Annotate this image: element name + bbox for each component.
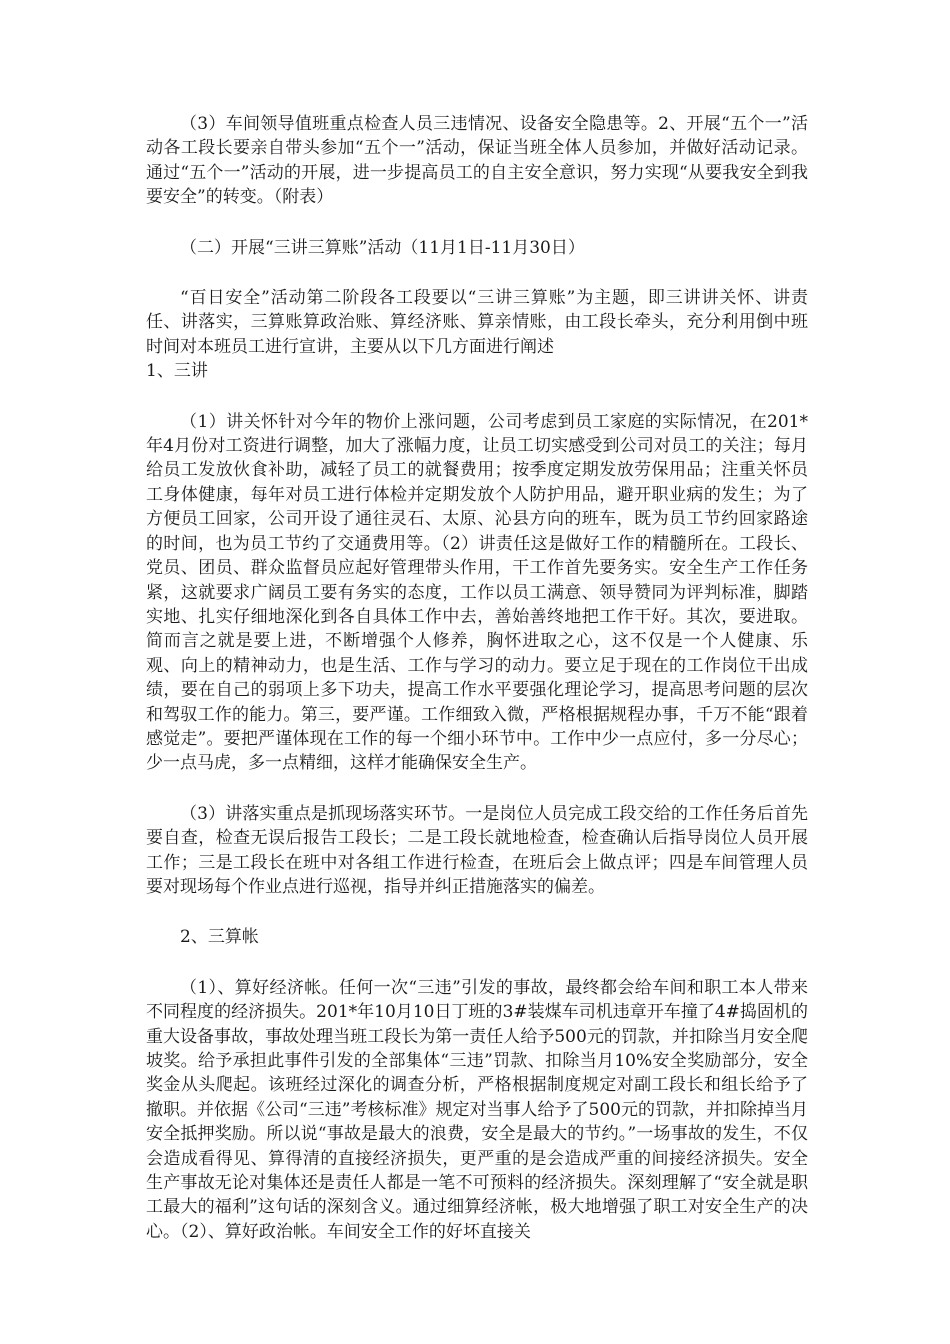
section-heading-three-talks: （二）开展“三讲三算账”活动（11月1日-11月30日） — [180, 237, 585, 258]
paragraph-implementation: （3）讲落实重点是抓现场落实环节。一是岗位人员完成工段交给的工作任务后首先要自查，检查无误后报告工段长；二是工段长就地检查，检查确认后指导岗位人员开展工作；三是工段长在班中对各组工作进行检查，在班后会上做点评；四是车间管理人员要对现场每个作业点进行巡视，指导并纠正措施落实的偏差。 — [146, 803, 808, 897]
paragraph-five-one-activity: （3）车间领导值班重点检查人员三违情况、设备安全隐患等。2、开展“五个一”活动各工段长要亲自带头参加“五个一”活动，保证当班全体人员参加，并做好活动记录。通过“五个一”活动的开展，进一步提高员工的自主安全意识，努力实现“从要我安全到我要安全”的转变。（附表） — [146, 114, 808, 208]
paragraph-stage-two-intro: “百日安全”活动第二阶段各工段要以“三讲三算账”为主题，即三讲讲关怀、讲责任、讲落实，三算账算政治账、算经济账、算亲情账，由工段长牵头，充分利用倒中班时间对本班员工进行宣讲，主要从以下几方面进行阐述 — [146, 288, 808, 357]
subheading-three-talks: 1、三讲 — [146, 361, 208, 382]
paragraph-economic-account: （1）、算好经济帐。任何一次“三违”引发的事故，最终都会给车间和职工本人带来不同程度的经济损失。201*年10月10日丁班的3#装煤车司机违章开车撞了4#捣固机的重大设备事故，事故处理当班工段长为第一责任人给予500元的罚款，并扣除当月安全爬坡奖。给予承担此事件引发的全部集体“三违”罚款、扣除当月10%安全奖励部分，安全奖金从头爬起。该班经过深化的调查分析，严格根据制度规定对副工段长和组长给予了撤职。并依据《公司“三违”考核标准》规定对当事人给予了500元的罚款，并扣除掉当月安全抵押奖励。所以说“事故是最大的浪费，安全是最大的节约。”一场事故的发生，不仅会造成看得见、算得清的直接经济损失，更严重的是会造成严重的间接经济损失。安全生产事故无论对集体还是责任人都是一笔不可预料的经济损失。深刻理解了“安全就是职工最大的福利”这句话的深刻含义。通过细算经济帐，极大地增强了职工对安全生产的决心。（2）、算好政治帐。车间安全工作的好坏直接关 — [146, 977, 808, 1242]
document-page — [146, 112, 808, 1244]
paragraph-care-responsibility: （1）讲关怀针对今年的物价上涨问题，公司考虑到员工家庭的实际情况，在201*年4月份对工资进行调整，加大了涨幅力度，让员工切实感受到公司对员工的关注；每月给员工发放伙食补助，减轻了员工的就餐费用；按季度定期发放劳保用品；注重关怀员工身体健康，每年对员工进行体检并定期发放个人防护用品，避开职业病的发生；为了方便员工回家，公司开设了通往灵石、太原、沁县方向的班车，既为员工节约回家路途的时间，也为员工节约了交通费用等。（2）讲责任这是做好工作的精髓所在。工段长、党员、团员、群众监督员应起好管理带头作用，干工作首先要务实。安全生产工作任务紧，这就要求广阔员工要有务实的态度，工作以员工满意、领导赞同为评判标准，脚踏实地、扎实仔细地深化到各自具体工作中去，善始善终地把工作干好。其次，要进取。简而言之就是要上进，不断增强个人修养，胸怀进取之心，这不仅是一个人健康、乐观、向上的精神动力，也是生活、工作与学习的动力。要立足于现在的工作岗位干出成绩，要在自己的弱项上多下功夫，提高工作水平要强化理论学习，提高思考问题的层次和驾驭工作的能力。第三，要严谨。工作细致入微，严格根据规程办事，千万不能“跟着感觉走”。要把严谨体现在工作的每一个细小环节中。工作中少一点应付，多一分尽心；少一点马虎，多一点精细，这样才能确保安全生产。 — [146, 411, 808, 774]
subheading-three-accounts: 2、三算帐 — [180, 927, 259, 948]
